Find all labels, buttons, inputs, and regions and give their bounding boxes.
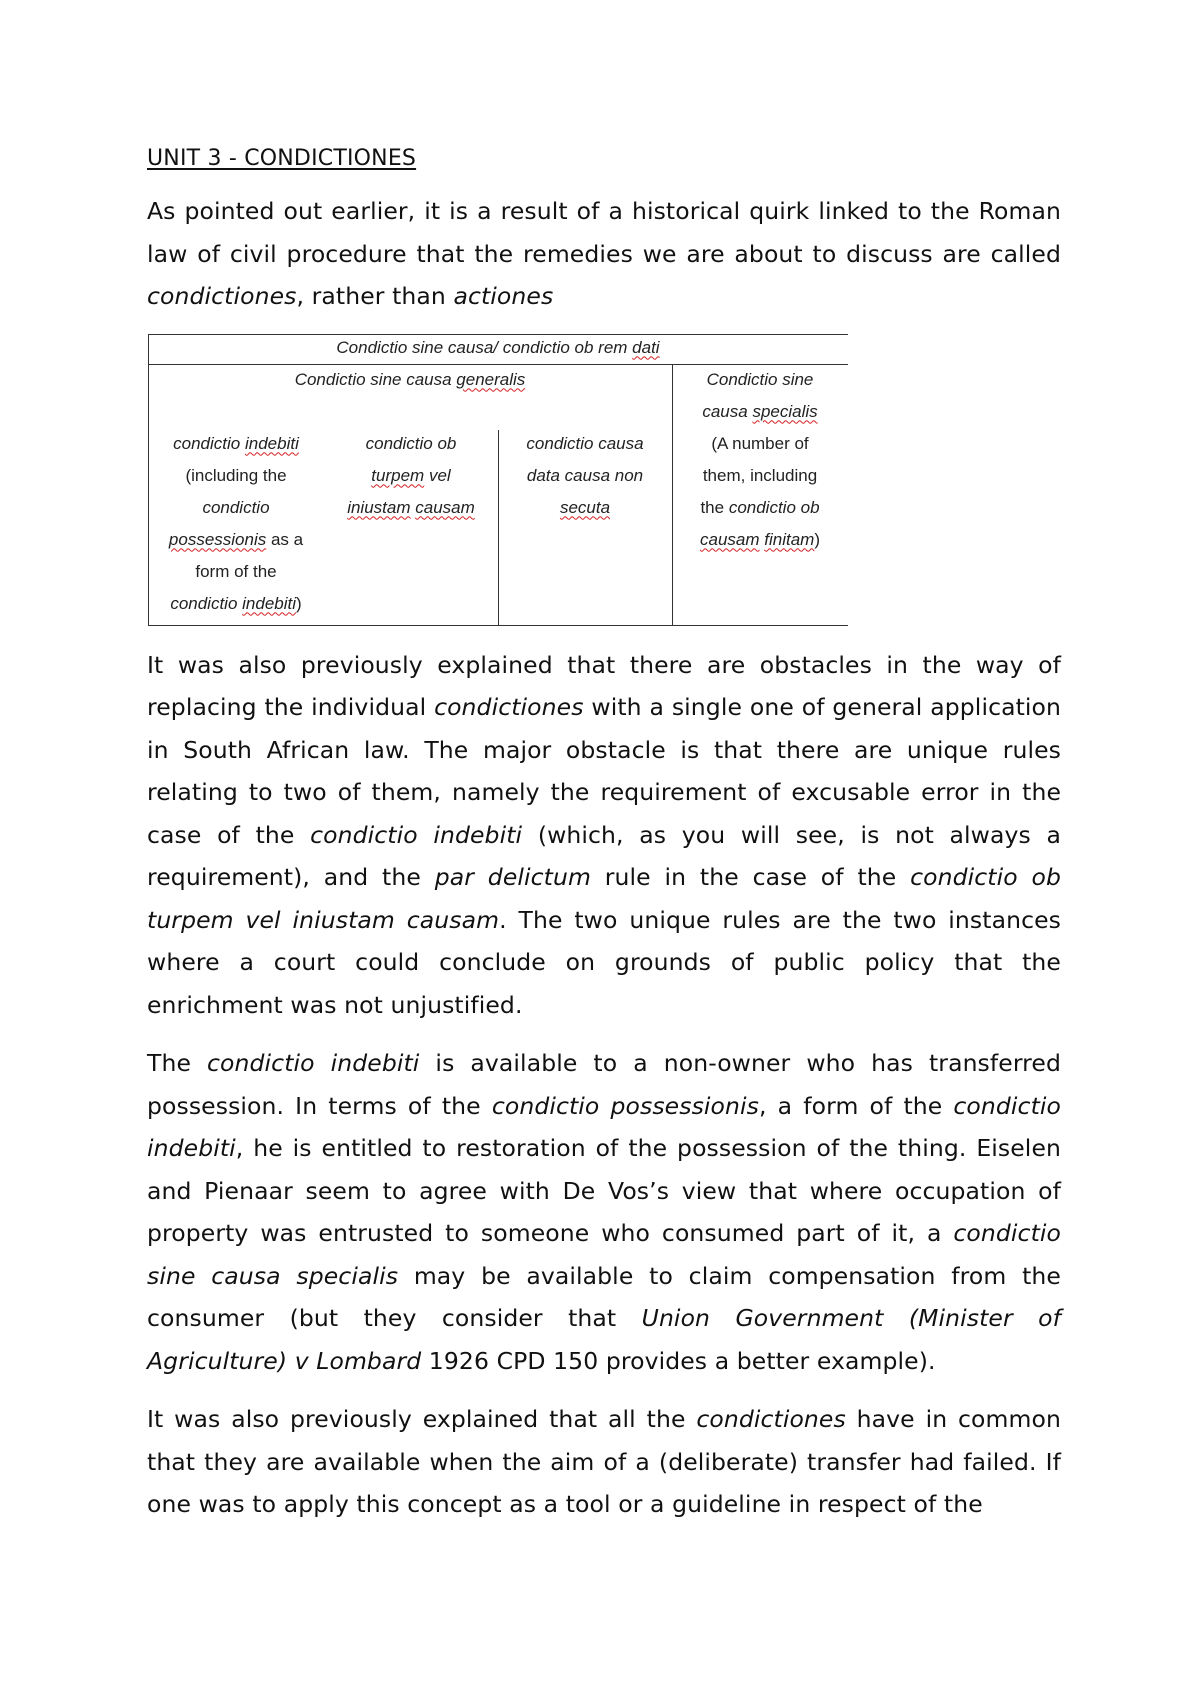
text-run: The [147,1049,208,1077]
italic-term: condictiones [147,282,297,310]
text-run: condictio [173,433,245,453]
flagged-word: dati [632,337,660,357]
italic-term: condictiones [696,1405,846,1433]
text-run: the [700,497,729,517]
flagged-word: indebiti [242,593,297,613]
text-run: , rather than [296,282,454,310]
text-line [672,492,848,524]
possession-paragraph [147,1042,1061,1382]
text-run: ) [296,593,302,613]
specialis-cell [672,364,848,556]
text-line [672,396,848,428]
italic-term: condictio sine causa specialis [147,1219,1061,1290]
text-run: It was also previously explained that all the [147,1405,697,1433]
intro-paragraph [147,190,1061,318]
italic-term: par delictum [434,863,591,891]
text-line: (including the [185,465,287,485]
italic-term: condictio ob turpem vel iniustam causam [147,863,1061,934]
text-run: causa [702,401,753,421]
flagged-word: possessionis [168,529,267,549]
text-line [498,492,672,524]
italic-case-name: Union Government (Minister of Agriculture) v Lombard [147,1304,1061,1375]
text-run: (which, as you will see, is not always a requirement), and the [147,820,1062,891]
text-run: , he is entitled to restoration of the possession of the thing. Eiselen and Pienaar seem to agree with De Vos’s view that where occupation of property was entrusted to someone who consumed part of it, a [147,1134,1061,1247]
text-run: As pointed out earlier, it is a result of a historical quirk linked to the Roman law of civil procedure that the remedies we are about to discuss are called [147,197,1061,268]
text-run: Condictio sine causa/ condictio ob rem [336,337,633,357]
common-aim-paragraph [147,1398,1061,1526]
text-run: . The two unique rules are the two instances where a court could conclude on grounds of public policy that the enrichment was not unjustified. [147,905,1061,1019]
causa-data-cell [498,428,672,524]
unit-heading: UNIT 3 - CONDICTIONES [147,146,417,171]
flagged-word: indebiti [244,433,299,453]
text-run: have in common that they are available when the aim of a (deliberate) transfer had failed. If one was to apply this concept as a tool or a guideline in respect of the [147,1405,1061,1518]
condictiones-table [148,334,848,626]
indebiti-cell [148,428,324,620]
table-header-cell [148,332,848,364]
turpem-cell [324,428,498,524]
flagged-word: finitam [764,529,815,549]
text-run: condictio ob [728,497,820,517]
text-line: them, including [702,465,818,485]
text-run: 1926 CPD 150 provides a better example). [421,1346,936,1375]
text-run: ) [814,529,820,549]
text-run: condictio [170,593,243,613]
flagged-word: iniustam [347,497,411,517]
text-run: Condictio sine causa [294,369,457,389]
flagged-word: causam [699,529,760,549]
text-line: condictio causa [526,433,644,453]
document-page [147,140,1061,1542]
flagged-word: specialis [752,401,818,421]
text-line [148,428,324,460]
generalis-header-cell [148,364,672,396]
text-run: may be available to claim compensation from the consumer (but they consider that [147,1261,1061,1332]
text-run: , a form of the [759,1091,954,1120]
italic-term: condictio indebiti [147,1091,1061,1162]
text-line: Condictio sine [706,369,814,389]
text-line: data causa non [526,465,644,485]
text-run: as a [266,529,304,549]
flagged-word: causam [415,497,475,517]
italic-term: condictiones [434,693,584,721]
text-run: It was also previously explained that there are obstacles in the way of replacing the individual [147,650,1061,721]
text-line [148,588,324,620]
text-line [324,492,498,524]
text-run: with a single one of general application in South African law. The major obstacle is that there are unique rules relating to two of them, namely the requirement of excusable error in the case of the [147,693,1062,849]
text-run: rule in the case of the [590,863,911,891]
flagged-word: turpem [371,465,425,485]
flagged-word: secuta [559,497,611,517]
flagged-word: generalis [456,369,526,389]
italic-term: condictio indebiti [310,820,523,849]
italic-term: actiones [453,282,554,310]
italic-term: condictio possessionis [491,1091,759,1120]
text-line: condictio ob [365,433,457,453]
text-line: form of the [195,561,277,581]
text-run: vel [424,465,451,485]
text-line [672,524,848,556]
text-line: condictio [202,497,270,517]
text-line [324,460,498,492]
text-run: is available to a non-owner who has transferred possession. In terms of the [147,1049,1062,1120]
text-line: (A number of [711,433,809,453]
text-line [148,524,324,556]
obstacles-paragraph [147,644,1061,1027]
italic-term: condictio indebiti [207,1049,420,1077]
